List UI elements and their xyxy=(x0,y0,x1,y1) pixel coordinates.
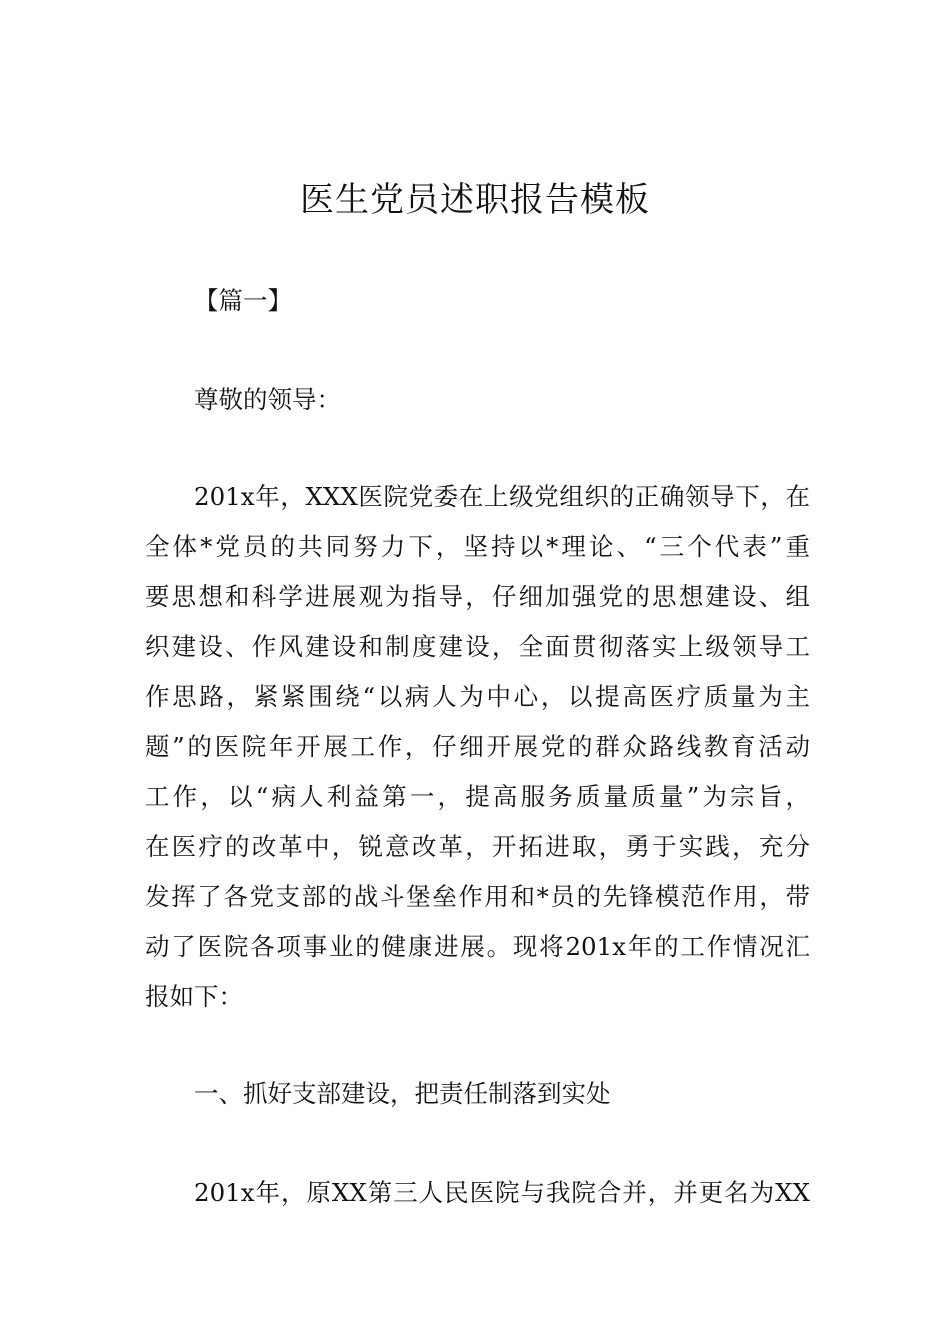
paragraph-line: 201x年，原XX第三人民医院与我院合并，并更名为XX xyxy=(194,1178,810,1207)
section-label: 【篇一】 xyxy=(194,286,292,315)
section-heading: 一、抓好支部建设，把责任制落到实处 xyxy=(194,1079,611,1108)
paragraph-line: 发挥了各党支部的战斗堡垒作用和*员的先锋模范作用，带 xyxy=(145,882,810,911)
document-title: 医生党员述职报告模板 xyxy=(300,180,650,220)
salutation: 尊敬的领导： xyxy=(194,385,341,414)
paragraph-line: 报如下： xyxy=(145,982,243,1011)
paragraph-line: 题”的医院年开展工作，仔细开展党的群众路线教育活动 xyxy=(145,732,810,761)
paragraph-line: 要思想和科学进展观为指导，仔细加强党的思想建设、组 xyxy=(145,582,810,611)
paragraph-line: 全体*党员的共同努力下，坚持以*理论、“三个代表”重 xyxy=(145,532,810,561)
paragraph-line: 动了医院各项事业的健康进展。现将201x年的工作情况汇 xyxy=(145,932,810,961)
paragraph-line: 在医疗的改革中，锐意改革，开拓进取，勇于实践，充分 xyxy=(145,832,810,861)
paragraph-line: 工作，以“病人利益第一，提高服务质量质量”为宗旨， xyxy=(145,782,810,811)
paragraph-line: 织建设、作风建设和制度建设，全面贯彻落实上级领导工 xyxy=(145,632,810,661)
paragraph-line: 作思路，紧紧围绕“以病人为中心，以提高医疗质量为主 xyxy=(145,682,810,711)
paragraph-line: 201x年，XXX医院党委在上级党组织的正确领导下，在 xyxy=(194,482,810,511)
